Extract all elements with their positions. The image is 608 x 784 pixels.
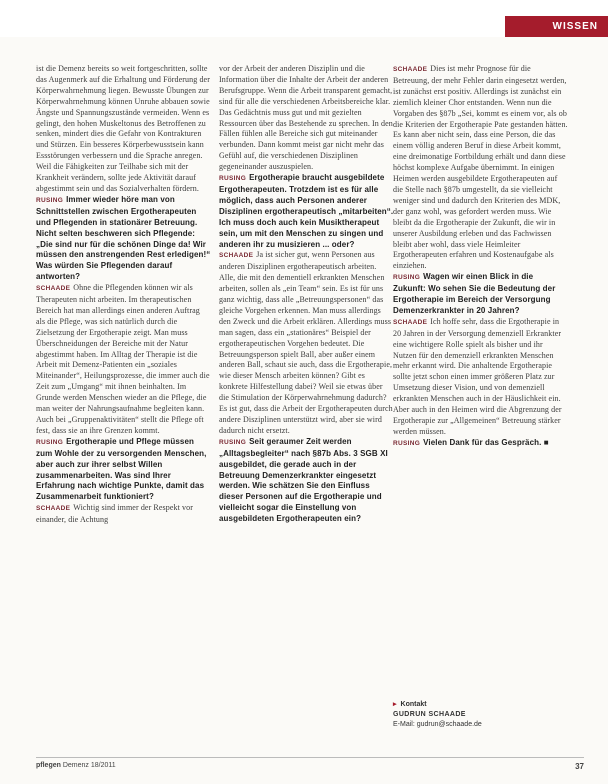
speaker-label: SCHAADE (219, 252, 254, 260)
footer-rule (36, 757, 584, 758)
text-column-1 (36, 64, 211, 526)
paragraph-text: Seit geraumer Zeit werden „Alltagsbegleiter“ nach §87b Abs. 3 SGB XI ausgebildet, die gerade auch in der Betreuung Demenzerkrankter eingesetzt werden. Wie schätzen Sie den Einfluss dieser Personen auf die Ergotherapie und vielleicht sogar die Einstellung von ausgebildeten Ergotherapeuten ein? (219, 436, 388, 524)
paragraph (219, 250, 394, 436)
contact-box (393, 700, 583, 730)
paragraph-text: Vielen Dank für das Gespräch. ■ (423, 437, 549, 447)
speaker-label: RUSING (393, 274, 421, 282)
paragraph-text: Wichtig sind immer der Respekt vor einander, die Achtung (36, 503, 193, 525)
magazine-name: pflegen Demenz 18/2011 (36, 762, 116, 769)
speaker-label: RUSING (219, 175, 247, 183)
paragraph (36, 283, 211, 437)
speaker-label: SCHAADE (36, 505, 71, 513)
paragraph-text: vor der Arbeit der anderen Disziplin und die Information über die Inhalte der Arbeit der anderen Berufsgruppe. Wenn die Arbeit transparent gemacht, sind für alle die verschiedenen Arbeitsbereiche klar. Das Gedächtnis muss gut und mit gezielten Ressourcen über das Bestehende zu sprechen. In den Fällen fühlen alle Bereiche sich gut miteinander verbunden. Dann kommt meist gar nicht mehr das Gefühl auf, die verschiedenen Disziplinen gegeneinander auszuspielen. (219, 64, 393, 172)
paragraph (393, 64, 568, 272)
paragraph-text: Ich hoffe sehr, dass die Ergotherapie in 20 Jahren in der Versorgung demenziell Erkrankter eine wichtigere Rolle spielt als bisher und ihr Nutzen für den demenziell erkrankten Menschen mehr erkannt wird. Die anhaltende Ergotherapie sollte jetzt schon einen immer größeren Platz zur Umsetzung dieser Vision, und von demenziell erkrankten Menschen auch in der Häuslichkeit ein. Aber auch in den Heimen wird die Abgrenzung der Ergotherapie zur „Allgemeinen“ Betreuung stärker werden müssen. (393, 316, 562, 436)
paragraph-text: Ergotherapie und Pflege müssen zum Wohle der zu versorgenden Menschen, aber auch zur ihrer selbst Willen zusammenarbeiten. Was sind Ihrer Erfahrung nach wichtige Punkte, damit das Zusammenarbeit funktioniert? (36, 436, 207, 502)
section-tab (505, 16, 608, 37)
speaker-label: RUSING (393, 439, 421, 447)
speaker-label: RUSING (36, 196, 64, 204)
speaker-label: SCHAADE (393, 318, 428, 326)
text-column-3 (393, 64, 568, 450)
paragraph (393, 317, 568, 438)
arrow-right-icon: ▸ (393, 701, 397, 708)
paragraph (219, 173, 394, 250)
paragraph-text: Ergotherapie braucht ausgebildete Ergotherapeuten. Trotzdem ist es für alle möglich, dass auch Personen anderer Disziplinen ergotherapeutisch „mitarbeiten“. Ich muss doch auch kein Musiktherapeut sein, um mit den Menschen zu singen und anderen ihr zu musizieren ... oder? (219, 173, 394, 249)
section-label: WISSEN (552, 21, 598, 32)
paragraph-text: Ja ist sicher gut, wenn Personen aus anderen Disziplinen ergotherapeutisch arbeiten. Alle, die mit den dementiell erkrankten Menschen arbeiten, sollen als „ein Team“ sein. Es ist für uns ganz wichtig, dass alle „Betreuungspersonen“ das gleiche Vorgehen erkennen. Man muss allerdings den Zweck und die Arbeit erklären. Allerdings muss man sagen, dass ein „stationäres“ Beispiel der ergotherapeutischen Vorgehen bedeutet. Die Betreuungsperson spielt Ball, aber außer einem anderen Ball, schaut sie auch, dass die Ergotherapie, wie dieser Mensch arbeiten können? Gibt es konkrete Hilfestellung dabei? Weil sie etwas über die Stimulation der Körperwahrnehmung dadurch? Es ist gut, dass die Arbeit der Ergotherapeuten durch andere Disziplinen unterstützt wird, aber sie wird dadurch nicht ersetzt. (219, 250, 393, 435)
text-column-2 (219, 64, 394, 525)
paragraph-text: Wagen wir einen Blick in die Zukunft: Wo sehen Sie die Bedeutung der Ergotherapie im Bereich der Versorgung Demenzerkrankter in 20 Jahren? (393, 272, 556, 315)
speaker-label: SCHAADE (36, 285, 71, 293)
contact-name: GUDRUN SCHAADE (393, 711, 466, 718)
contact-email[interactable]: E-Mail: gudrun@schaade.de (393, 721, 482, 728)
paragraph-text: Ohne die Pflegenden können wir als Therapeuten nicht arbeiten. Im therapeutischen Bereich hat man allerdings einen anderen Auftrag als die Pflege, was sich natürlich durch die Zielsetzung der Ergotherapie zeigt. Man muss Überschneidungen der Bereiche mit der Natur abgestimmt haben. Im Alltag der Therapie ist die Arbeit mit Demenz-Patienten ein „soziales Miteinander“, Heilungsprozesse, die immer auch die Zeit zum „Umgang“ mit ihnen beinhalten. Im Grunde werden Menschen wieder an die Pflege, die man weiter der Nahrungsaufnahme begleiten kann. Auch bei „Gruppenaktivitäten“ stellt die Pflege oft fest, dass sie an ihre Grenzen kommt. (36, 283, 210, 435)
paragraph-text: Immer wieder höre man von Schnittstellen zwischen Ergotherapeuten und Pflegenden in stationärer Betreuung. Nicht selten beschweren sich Pflegende: „Die sind nur für die schönen Dinge da! Wir müssen den anstrengenden Rest erledigen!“ Was würden Sie Pflegenden darauf antworten? (36, 194, 211, 282)
paragraph (393, 272, 568, 317)
paragraph (36, 437, 211, 503)
paragraph-text: Dies ist mehr Prognose für die Betreuung, der mehr Fehler darin eingesetzt werden, ist zunächst erst positiv. Allerdings ist zunächst ein ziemlich kleiner Chor entstanden. Wenn nun die Vorgaben des §87b „Sei, kommt es einem vor, als ob die Kriterien der Ergotherapie Pate gestanden hätten. Es kann aber nicht sein, dass eine Person, die das einem völlig anderen Beruf in diese Arbeit kommt, eine dreimonatige Fortbildung erhält und dann diese höchst komplexe Aufgabe übernimmt. In einigen Heimen werden ausgebildete Ergotherapeuten auf die Stelle nach §87b umgestellt, da sie vielleicht weniger sind und dadurch den Kriterien des MDK, der ganz wohl, was gefordert werden muss. Wie bleibt da die Ergotherapie der Zukunft, die wir in unserer Ausbildung erleben und das Fachwissen bleibt aber wohl, dass viele Heimleiter Ergotherapeuten erfahren und Kostenaufgabe als einziehen. (393, 64, 568, 271)
page-number: 37 (575, 762, 584, 771)
paragraph (36, 64, 211, 195)
paragraph (36, 195, 211, 283)
paragraph (393, 438, 568, 450)
paragraph (36, 503, 211, 526)
paragraph (219, 64, 394, 173)
page-footer (36, 762, 584, 774)
paragraph-text: ist die Demenz bereits so weit fortgeschritten, sollte das Augenmerk auf die Erhaltung und Förderung der Körperwahrnehmung liegen. Bewusste Übungen zur Körperwahrnehmung können Unruhe abbauen sowie Ängste und Spannungszustände vermeiden. Wenn es gelingt, den hohen Muskeltonus des Betroffenen zu senken, mindert dies die Gefahr von Kontrakturen und Stürzen. Ein besseres Körperbewusstsein kann Essstörungen verbessern und die Sprache anregen. Weil die Fähigkeiten zur Teilhabe sich mit der Krankheit verändern, sollte jede Aktivität darauf abgestimmt sein und das Sozialverhalten fördern. (36, 64, 210, 193)
speaker-label: SCHAADE (393, 66, 428, 73)
speaker-label: RUSING (219, 438, 247, 446)
speaker-label: RUSING (36, 438, 64, 446)
paragraph (219, 437, 394, 525)
contact-label: Kontakt (400, 701, 427, 708)
